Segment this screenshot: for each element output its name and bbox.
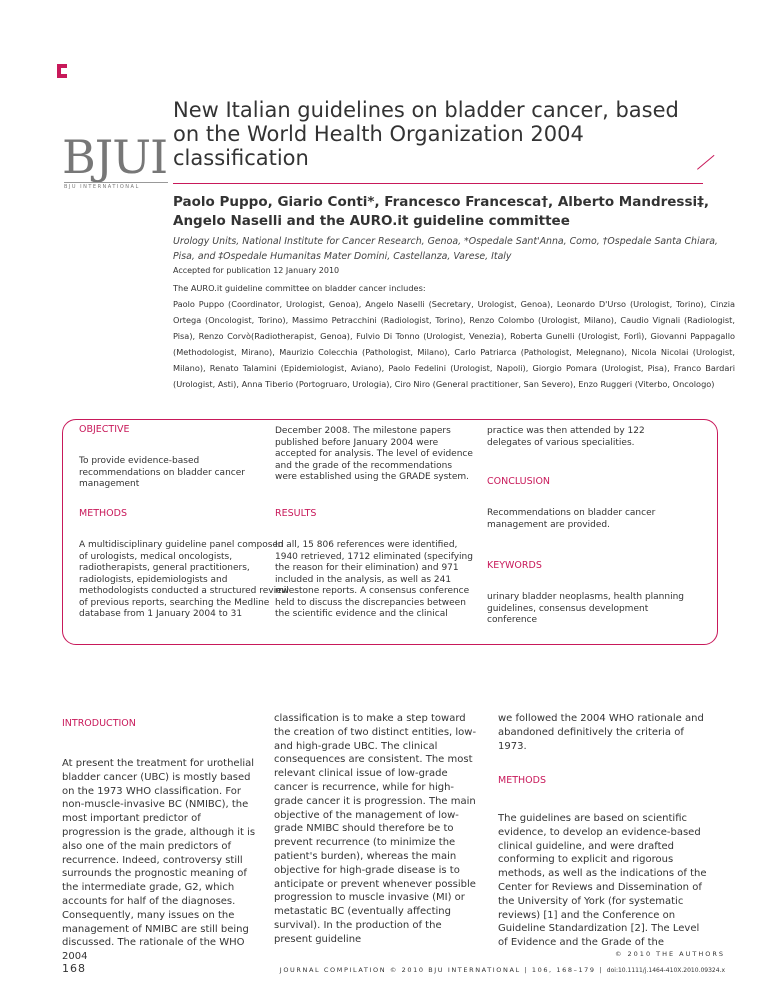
abstract-methods-text: A multidisciplinary guideline panel composed of urologists, medical oncologists, radiotherapists, general practitioners, radiologists, epidemiologists and methodologists conducted a structured review of previous reports, searching the Medline database from 1 January 2004 to 31 xyxy=(79,540,289,619)
accepted-date: Accepted for publication 12 January 2010 xyxy=(173,266,340,275)
abstract-conclusion-heading: CONCLUSION xyxy=(487,476,551,487)
body-column-2-text: classification is to make a step toward the creation of two distinct entities, low- and high-grade UBC. The clinical consequences are consistent. The most relevant clinical issue of low-grade cancer is recurrence, while for high-grade cancer it is progression. The main objective of the management of low-grade NMIBC should therefore be to prevent recurrence (to minimize the patient's burden), whereas the main objective for high-grade disease is to anticipate or prevent whenever possible progression to muscle invasive (MI) or metastatic BC (eventually affecting survival). In the production of the present guideline xyxy=(274,713,477,945)
logo-subtitle: BJU INTERNATIONAL xyxy=(64,182,168,190)
abstract-keywords-heading: KEYWORDS xyxy=(487,560,542,571)
affiliations: Urology Units, National Institute for Cancer Research, Genoa, *Ospedale Sant'Anna, Como, †Ospedale Santa Chiara, Pisa, and ‡Ospedale Humanitas Mater Domini, Castellanza, Varese, Italy xyxy=(173,236,718,262)
abstract-keywords-text: urinary bladder neoplasms, health planning guidelines, consensus development conference xyxy=(487,592,685,625)
abstract-conclusion-text: Recommendations on bladder cancer management are provided. xyxy=(487,508,656,530)
body-column-3-text: we followed the 2004 WHO rationale and abandoned definitively the criteria of 1973. xyxy=(498,713,704,752)
committee-intro: The AURO.it guideline committee on bladder cancer includes: xyxy=(173,283,426,293)
committee-members: Paolo Puppo (Coordinator, Urologist, Genoa), Angelo Naselli (Secretary, Urologist, Genoa), Leonardo D'Urso (Urologist, Torino), Cinzia Ortega (Oncologist, Torino), Massimo Petracchini (Radiologist, Torino), Renzo Colombo (Urologist, Milano), Caudio Vignali (Radiologist, Pisa), Renzo Corvò(Radiotherapist, Genoa), Fulvio Di Tonno (Urologist, Venezia), Roberta Gunelli (Urologist, Forlì), Giovanni Pappagallo (Methodologist, Mirano), Maurizio Colecchia (Pathologist, Milano), Carlo Patriarca (Pathologist, Melegnano), Nicola Nicolai (Urologist, Milano), Renato Talamini (Epidemiologist, Aviano), Paolo Fedelini (Urologist, Napoli), Giorgio Pomara (Urologist, Pisa), Franco Bardari (Urologist, Asti), Anna Tiberio (Portogruaro, Urologia), Ciro Niro (General practitioner, San Severo), Enzo Ruggeri (Viterbo, Oncologo) xyxy=(173,299,735,389)
methods-heading: METHODS xyxy=(498,775,546,786)
abstract-col3-text: practice was then attended by 122 delegates of various specialities. xyxy=(487,426,645,448)
article-title-block xyxy=(173,98,693,170)
logo-text: BJUI xyxy=(62,130,168,184)
abstract-objective-text: To provide evidence-based recommendations on bladder cancer management xyxy=(79,456,245,489)
title-rule xyxy=(173,183,703,184)
journal-citation xyxy=(280,966,725,974)
introduction-text: At present the treatment for urothelial bladder cancer (UBC) is mostly based on the 1973 WHO classification. For non-muscle-invasive BC (NMIBC), the most important predictor of progression is the grade, although it is also one of the main predictors of recurrence. Indeed, controversy still surrounds the prognostic meaning of the intermediate grade, G2, which accounts for half of the diagnoses. Consequently, many issues on the management of NMIBC are still being discussed. The rationale of the WHO 2004 xyxy=(62,758,256,963)
journal-logo xyxy=(62,132,170,192)
copyright-line: © 2010 THE AUTHORS xyxy=(614,950,725,958)
introduction-heading: INTRODUCTION xyxy=(62,718,136,729)
author-list: Paolo Puppo, Giario Conti*, Francesco Francesca†, Alberto Mandressi‡, Angelo Naselli and the AURO.it guideline committee xyxy=(173,194,710,229)
journal-compilation: JOURNAL COMPILATION © 2010 BJU INTERNATIONAL | 106, 168–179 | xyxy=(279,966,604,974)
abstract-col2-text: December 2008. The milestone papers published before January 2004 were accepted for analysis. The level of evidence and the grade of the recommendations were established using the GRADE system. xyxy=(275,426,473,482)
article-title: New Italian guidelines on bladder cancer, based on the World Health Organization 2004 classification xyxy=(173,98,679,170)
abstract-objective-heading: OBJECTIVE xyxy=(79,424,130,435)
abstract-box xyxy=(62,419,718,645)
abstract-methods-heading: METHODS xyxy=(79,508,127,519)
corner-bracket-mark xyxy=(57,64,69,78)
abstract-results-text: In all, 15 806 references were identified, 1940 retrieved, 1712 eliminated (specifying the reason for their elimination) and 971 included in the analysis, as well as 241 milestone reports. A consensus conference held to discuss the discrepancies between the scientific evidence and the clinical xyxy=(275,540,473,619)
methods-text: The guidelines are based on scientific evidence, to develop an evidence-based clinical guideline, and were drafted conforming to explicit and rigorous methods, as well as the indications of the Center for Reviews and Dissemination of the University of York (for systematic reviews) [1] and the Conference on Guideline Standardization [2]. The Level of Evidence and the Grade of the xyxy=(498,813,707,949)
abstract-results-heading: RESULTS xyxy=(275,508,317,519)
page-number: 168 xyxy=(62,962,86,975)
committee-list xyxy=(173,280,735,392)
doi[interactable]: doi:10.1111/j.1464-410X.2010.09324.x xyxy=(606,967,725,974)
